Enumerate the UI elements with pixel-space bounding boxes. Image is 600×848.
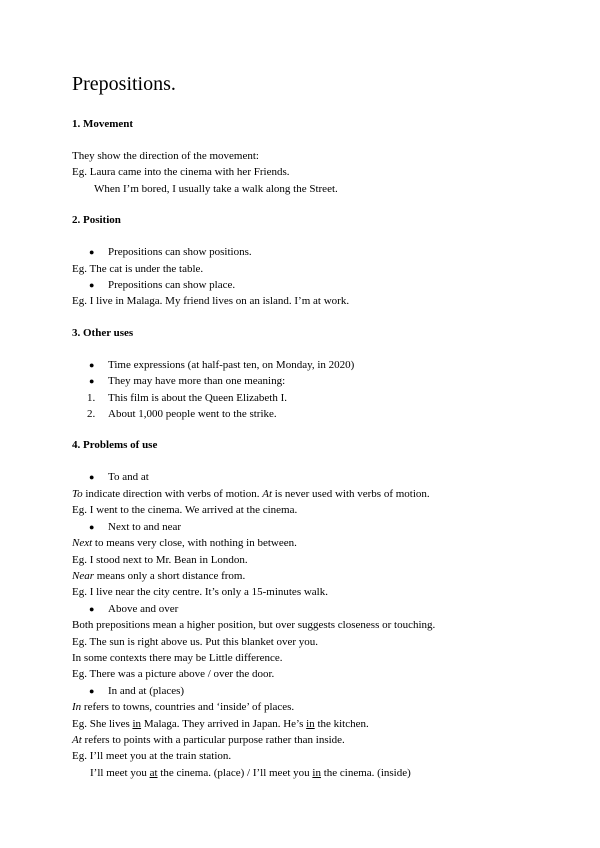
bullet-icon: ●: [89, 603, 95, 614]
bullet-icon: ●: [89, 359, 95, 370]
numbered-item: 2. About 1,000 people went to the strike.: [72, 406, 542, 422]
bullet-item: ● Prepositions can show positions.: [72, 244, 542, 260]
example-line: I’ll meet you at the cinema. (place) / I’ll meet you in the cinema. (inside): [90, 766, 411, 779]
example-line: Eg. She lives in Malaga. They arrived in Japan. He’s in the kitchen.: [72, 717, 369, 730]
example-line: When I’m bored, I usually take a walk along the Street.: [94, 182, 338, 195]
bullet-icon: ●: [89, 472, 95, 483]
bullet-icon: ●: [89, 685, 95, 696]
bullet-icon: ●: [89, 376, 95, 387]
bullet-item: ● They may have more than one meaning:: [72, 373, 542, 389]
paragraph: Next to means very close, with nothing in between.: [72, 537, 297, 550]
bullet-item: ● Above and over: [72, 601, 542, 617]
section-heading-position: 2. Position: [72, 214, 121, 227]
section-heading-movement: 1. Movement: [72, 118, 134, 130]
example-line: Eg. I live near the city centre. It’s only a 15-minutes walk.: [72, 586, 328, 599]
paragraph: To indicate direction with verbs of motion. At is never used with verbs of motion.: [72, 487, 430, 500]
paragraph: In refers to towns, countries and ‘inside’ of places.: [72, 701, 295, 714]
numbered-item: 1. This film is about the Queen Elizabeth I.: [72, 390, 542, 406]
document-page: [72, 72, 542, 781]
list-number: 1.: [87, 391, 96, 404]
bullet-item: ● Time expressions (at half-past ten, on Monday, in 2020): [72, 357, 542, 373]
example-line: Eg. I stood next to Mr. Bean in London.: [72, 553, 248, 566]
bullet-item: ● In and at (places): [72, 683, 542, 699]
example-line: Eg. There was a picture above / over the door.: [72, 668, 275, 681]
paragraph: At refers to points with a particular purpose rather than inside.: [72, 733, 345, 746]
bullet-icon: ●: [89, 280, 95, 291]
example-line: Eg. The cat is under the table.: [72, 262, 204, 275]
bullet-icon: ●: [89, 247, 95, 258]
list-number: 2.: [87, 408, 96, 421]
example-line: Eg. Laura came into the cinema with her Friends.: [72, 166, 290, 179]
section-heading-problems-of-use: 4. Problems of use: [72, 439, 158, 452]
paragraph: They show the direction of the movement:: [72, 150, 259, 162]
bullet-item: ● To and at: [72, 469, 542, 485]
section-heading-other-uses: 3. Other uses: [72, 326, 134, 339]
paragraph: In some contexts there may be Little difference.: [72, 651, 283, 664]
bullet-item: ● Next to and near: [72, 519, 542, 535]
example-line: Eg. I’ll meet you at the train station.: [72, 750, 232, 763]
example-line: Eg. The sun is right above us. Put this blanket over you.: [72, 635, 319, 648]
bullet-item: ● Prepositions can show place.: [72, 277, 542, 293]
paragraph: Near means only a short distance from.: [72, 569, 246, 582]
paragraph: Both prepositions mean a higher position, but over suggests closeness or touching.: [72, 619, 436, 632]
example-line: Eg. I live in Malaga. My friend lives on an island. I’m at work.: [72, 295, 350, 308]
example-line: Eg. I went to the cinema. We arrived at the cinema.: [72, 504, 298, 517]
bullet-icon: ●: [89, 521, 95, 532]
page-title: Prepositions.: [72, 73, 176, 95]
